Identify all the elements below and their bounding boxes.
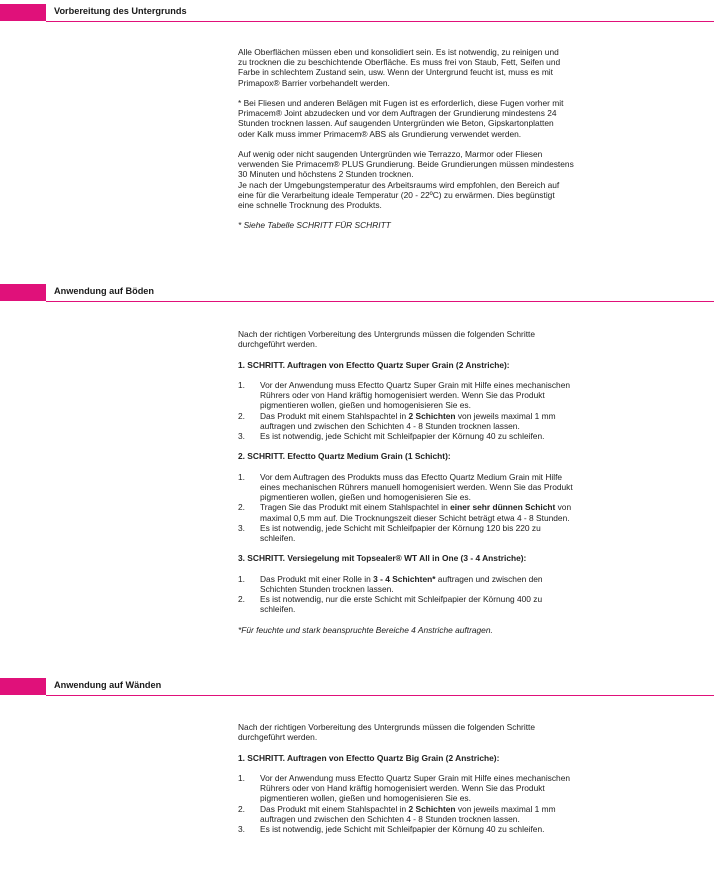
list-item [238, 804, 698, 824]
text-line: eines mechanischen Rührers manuell homogenisiert werden. Wenn Sie das Produkt [260, 481, 573, 492]
text-line: durchgeführt werden. [238, 732, 318, 743]
list-number: 2. [238, 410, 245, 421]
text-segment: auftragen und zwischen den [435, 573, 543, 584]
text-line: Es ist notwendig, jede Schicht mit Schleifpapier der Körnung 120 bis 220 zu [260, 522, 541, 533]
text-line: oder Kalk muss immer Primacem® ABS als Grundierung verwendet werden. [238, 128, 522, 139]
list-number: 1. [238, 573, 245, 584]
section-divider [46, 301, 714, 302]
text-line: Schichten Stunden trocknen lassen. [260, 583, 394, 594]
section-header-wall [0, 678, 714, 696]
text-segment: von [555, 502, 572, 513]
text-emphasis: 2 Schichten [408, 410, 456, 421]
section-accent-bar [0, 284, 46, 301]
text-line: Nach der richtigen Vorbereitung des Untergrunds müssen die folgenden Schritte [238, 722, 536, 732]
list-item [238, 380, 698, 411]
text-segment: Das Produkt mit einer Rolle in [260, 573, 374, 584]
list-item [238, 824, 698, 834]
text-line: Rührers oder von Hand kräftig homogenisiert werden. Wenn Sie das Produkt [260, 783, 545, 794]
text-segment: Das Produkt mit einem Stahlspachtel in [260, 803, 409, 814]
step-list [238, 472, 698, 543]
section-accent-bar [0, 4, 46, 21]
footnote: * Siehe Tabelle SCHRITT FÜR SCHRITT [238, 220, 391, 231]
text-line: Vor der Anwendung muss Efectto Quartz Super Grain mit Hilfe eines mechanischen [260, 379, 571, 390]
list-number: 3. [238, 522, 245, 533]
text-line: eine schnelle Trocknung des Produkts. [238, 200, 382, 211]
section-header-preparation [0, 4, 714, 22]
list-item [238, 411, 698, 431]
text-line: eine für die Verarbeitung ideale Temperatur (20 - 22ºC) zu erwärmen. Dies begünstigt [238, 189, 555, 200]
text-line: Auf wenig oder nicht saugenden Untergründen wie Terrazzo, Marmor oder Fliesen [238, 149, 543, 159]
wall-content [238, 722, 698, 834]
list-number: 3. [238, 431, 245, 441]
text-line: Alle Oberflächen müssen eben und konsolidiert sein. Es ist notwendig, zu reinigen und [238, 47, 559, 57]
section-title: Vorbereitung des Untergrunds [54, 6, 187, 16]
text-line: 30 Minuten und höchstens 2 Stunden trocknen. [238, 169, 414, 180]
section-accent-bar [0, 678, 46, 695]
list-number: 2. [238, 594, 245, 605]
list-item [238, 523, 698, 543]
text-line: Je nach der Umgebungstemperatur des Arbeitsraums wird empfohlen, den Bereich auf [238, 179, 560, 190]
section-title: Anwendung auf Wänden [54, 680, 162, 690]
text-line: auftragen und zwischen den Schichten 4 - 8 Stunden trocknen lassen. [260, 420, 520, 431]
text-line: Rührers oder von Hand kräftig homogenisiert werden. Wenn Sie das Produkt [260, 390, 545, 401]
list-item [238, 773, 698, 804]
section-title: Anwendung auf Böden [54, 286, 155, 296]
text-emphasis: 3 - 4 Schichten* [373, 573, 436, 584]
text-segment: Das Produkt mit einem Stahlspachtel in [260, 410, 409, 421]
text-line: verwenden Sie Primacem® PLUS Grundierung. Beide Grundierungen müssen mindestens [238, 159, 574, 170]
text-line: pigmentieren wollen, gießen und homogenisieren Sie es. [260, 492, 471, 503]
step-title: 1. SCHRITT. Auftragen von Efectto Quartz Super Grain (2 Anstriche): [238, 359, 510, 370]
section-header-floor [0, 284, 714, 302]
list-number: 1. [238, 471, 245, 482]
text-line: pigmentieren wollen, gießen und homogenisieren Sie es. [260, 793, 471, 804]
text-line: * Bei Fliesen und anderen Belägen mit Fugen ist es erforderlich, diese Fugen vorher mit [238, 98, 564, 108]
section-divider [46, 21, 714, 22]
step-title: 2. SCHRITT. Efectto Quartz Medium Grain (1 Schicht): [238, 451, 451, 462]
list-item [238, 472, 698, 503]
text-line: schleifen. [260, 604, 296, 615]
text-line: zu trocknen die zu beschichtende Oberfläche. Es muss frei von Staub, Fett, Seifen und [238, 57, 561, 68]
list-number: 3. [238, 824, 245, 834]
text-line: Stunden trocknen lassen. Auf saugenden Untergründen wie Beton, Gipskartonplatten [238, 118, 554, 129]
text-line: Vor der Anwendung muss Efectto Quartz Super Grain mit Hilfe eines mechanischen [260, 772, 571, 783]
list-number: 2. [238, 502, 245, 513]
text-line: Primacem® Joint abzudecken und vor dem Auftragen der Grundierung mindestens 24 [238, 108, 557, 119]
text-segment: von jeweils maximal 1 mm [455, 410, 556, 421]
step-title: 3. SCHRITT. Versiegelung mit Topsealer® WT All in One (3 - 4 Anstriche): [238, 553, 527, 564]
list-item [238, 574, 698, 594]
list-number: 1. [238, 379, 245, 390]
text-line: Farbe in schlechtem Zustand sein, usw. Wenn der Untergrund feucht ist, muss es mit [238, 67, 553, 78]
text-line: maximal 0,5 mm auf. Die Trocknungszeit dieser Schicht beträgt etwa 4 - 8 Stunden. [260, 512, 570, 523]
preparation-content [238, 47, 698, 231]
list-number: 2. [238, 803, 245, 814]
text-emphasis: einer sehr dünnen Schicht [450, 502, 556, 513]
text-line: Primapox® Barrier vorbehandelt werden. [238, 77, 390, 88]
step-title: 1. SCHRITT. Auftragen von Efectto Quartz Big Grain (2 Anstriche): [238, 752, 500, 763]
text-line: Es ist notwendig, nur die erste Schicht mit Schleifpapier der Körnung 400 zu [260, 594, 543, 605]
text-line: durchgeführt werden. [238, 339, 318, 350]
text-line: Es ist notwendig, jede Schicht mit Schleifpapier der Körnung 40 zu schleifen. [260, 824, 545, 834]
footnote: *Für feuchte und stark beanspruchte Bereiche 4 Anstriche auftragen. [238, 624, 493, 635]
text-line: Nach der richtigen Vorbereitung des Untergrunds müssen die folgenden Schritte [238, 329, 536, 339]
text-line: pigmentieren wollen, gießen und homogenisieren Sie es. [260, 400, 471, 411]
text-segment: Tragen Sie das Produkt mit einem Stahlspachtel in [260, 502, 451, 513]
section-divider [46, 695, 714, 696]
text-emphasis: 2 Schichten [408, 803, 456, 814]
text-line: auftragen und zwischen den Schichten 4 - 8 Stunden trocknen lassen. [260, 813, 520, 824]
text-line: schleifen. [260, 533, 296, 543]
text-segment: von jeweils maximal 1 mm [455, 803, 556, 814]
text-line: Vor dem Auftragen des Produkts muss das Efectto Quartz Medium Grain mit Hilfe [260, 471, 563, 482]
step-list [238, 574, 698, 615]
floor-content [238, 329, 698, 635]
list-item [238, 502, 698, 522]
list-number: 1. [238, 772, 245, 783]
list-item [238, 431, 698, 441]
text-line: Es ist notwendig, jede Schicht mit Schleifpapier der Körnung 40 zu schleifen. [260, 431, 545, 441]
list-item [238, 594, 698, 614]
step-list [238, 773, 698, 834]
step-list [238, 380, 698, 441]
